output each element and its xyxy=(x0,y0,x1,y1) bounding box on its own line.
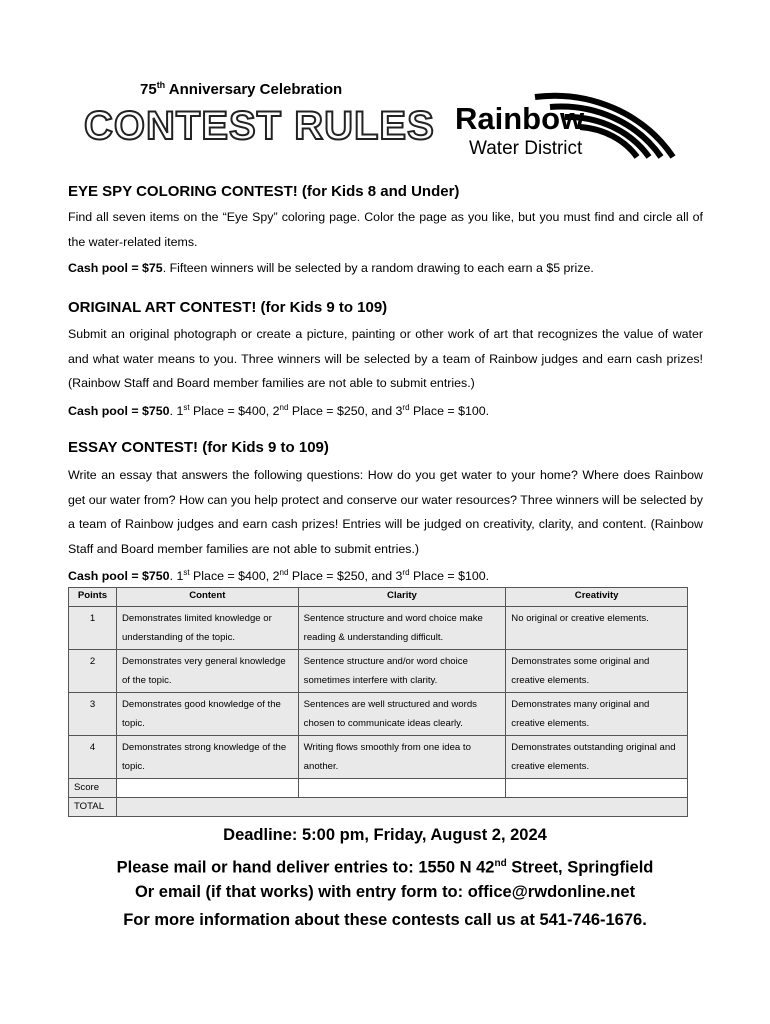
rubric-table xyxy=(68,587,688,817)
eye-spy-title: EYE SPY COLORING CONTEST! (for Kids 8 and Under) xyxy=(68,183,460,200)
essay-cash: Cash pool = $750. 1st Place = $400, 2nd Place = $250, and 3rd Place = $100. xyxy=(68,568,490,584)
rubric-header-row xyxy=(69,588,688,607)
total-row xyxy=(69,798,688,817)
content-cell: Demonstrates limited knowledge or understanding of the topic. xyxy=(116,607,298,650)
content-cell: Demonstrates good knowledge of the topic. xyxy=(116,693,298,736)
essay-body: Write an essay that answers the following questions: How do you get water to your home? Where does Rainbow get our water from? How can you help protect and conserve our water resources? Three winners will be selected by a team of Rainbow judges and earn cash prizes! Entries will be judged on creativity, clarity, and content. (Rainbow Staff and Board member families are not able to submit entries.) xyxy=(68,468,703,556)
creativity-cell: Demonstrates outstanding original and creative elements. xyxy=(506,736,688,779)
contact-info: For more information about these contests call us at 541-746-1676. xyxy=(123,911,647,929)
score-creativity-cell[interactable] xyxy=(506,779,688,798)
table-row xyxy=(69,607,688,650)
table-row xyxy=(69,693,688,736)
score-label: Score xyxy=(69,779,117,798)
creativity-cell: Demonstrates many original and creative elements. xyxy=(506,693,688,736)
clarity-cell: Writing flows smoothly from one idea to another. xyxy=(298,736,506,779)
email-instructions: Or email (if that works) with entry form to: office@rwdonline.net xyxy=(134,883,636,901)
creativity-cell: No original or creative elements. xyxy=(506,607,688,650)
rainbow-logo xyxy=(455,52,680,162)
eye-spy-cash: Cash pool = $75. Fifteen winners will be selected by a random drawing to each earn a $5 prize. xyxy=(68,261,594,275)
clarity-cell: Sentences are well structured and words chosen to communicate ideas clearly. xyxy=(298,693,506,736)
art-cash: Cash pool = $750. 1st Place = $400, 2nd Place = $250, and 3rd Place = $100. xyxy=(68,403,490,419)
table-row xyxy=(69,736,688,779)
points-cell: 1 xyxy=(69,607,117,650)
content-cell: Demonstrates very general knowledge of the topic. xyxy=(116,650,298,693)
deadline-text: Deadline: 5:00 pm, Friday, August 2, 2024 xyxy=(223,826,547,844)
art-title: ORIGINAL ART CONTEST! (for Kids 9 to 109) xyxy=(68,299,388,316)
score-clarity-cell[interactable] xyxy=(298,779,506,798)
content-cell: Demonstrates strong knowledge of the topic. xyxy=(116,736,298,779)
clarity-cell: Sentence structure and/or word choice sometimes interfere with clarity. xyxy=(298,650,506,693)
creativity-cell: Demonstrates some original and creative elements. xyxy=(506,650,688,693)
points-cell: 4 xyxy=(69,736,117,779)
total-cell[interactable] xyxy=(116,798,687,817)
score-row xyxy=(69,779,688,798)
total-label: TOTAL xyxy=(69,798,117,817)
page-title: CONTEST RULES xyxy=(84,104,435,148)
essay-title: ESSAY CONTEST! (for Kids 9 to 109) xyxy=(68,439,329,456)
art-body: Submit an original photograph or create a picture, painting or other work of art that recognizes the value of water and what water means to you. Three winners will be selected by a team of Rainbow judges and earn cash prizes! (Rainbow Staff and Board member families are not able to submit entries.) xyxy=(68,327,703,390)
anniversary-heading: 75th Anniversary Celebration xyxy=(140,80,343,98)
table-row xyxy=(69,650,688,693)
points-cell: 2 xyxy=(69,650,117,693)
eye-spy-body: Find all seven items on the “Eye Spy” coloring page. Color the page as you like, but you must find and circle all of the water-related items. xyxy=(68,210,703,249)
score-content-cell[interactable] xyxy=(116,779,298,798)
header-content: Content xyxy=(116,588,298,607)
header-clarity: Clarity xyxy=(298,588,506,607)
mail-instructions: Please mail or hand deliver entries to: 1550 N 42nd Street, Springfield xyxy=(116,858,654,877)
header-points: Points xyxy=(69,588,117,607)
points-cell: 3 xyxy=(69,693,117,736)
clarity-cell: Sentence structure and word choice make reading & understanding difficult. xyxy=(298,607,506,650)
logo-subtitle: Water District xyxy=(469,138,583,159)
logo-brand-text: Rainbow xyxy=(455,101,585,136)
header-creativity: Creativity xyxy=(506,588,688,607)
